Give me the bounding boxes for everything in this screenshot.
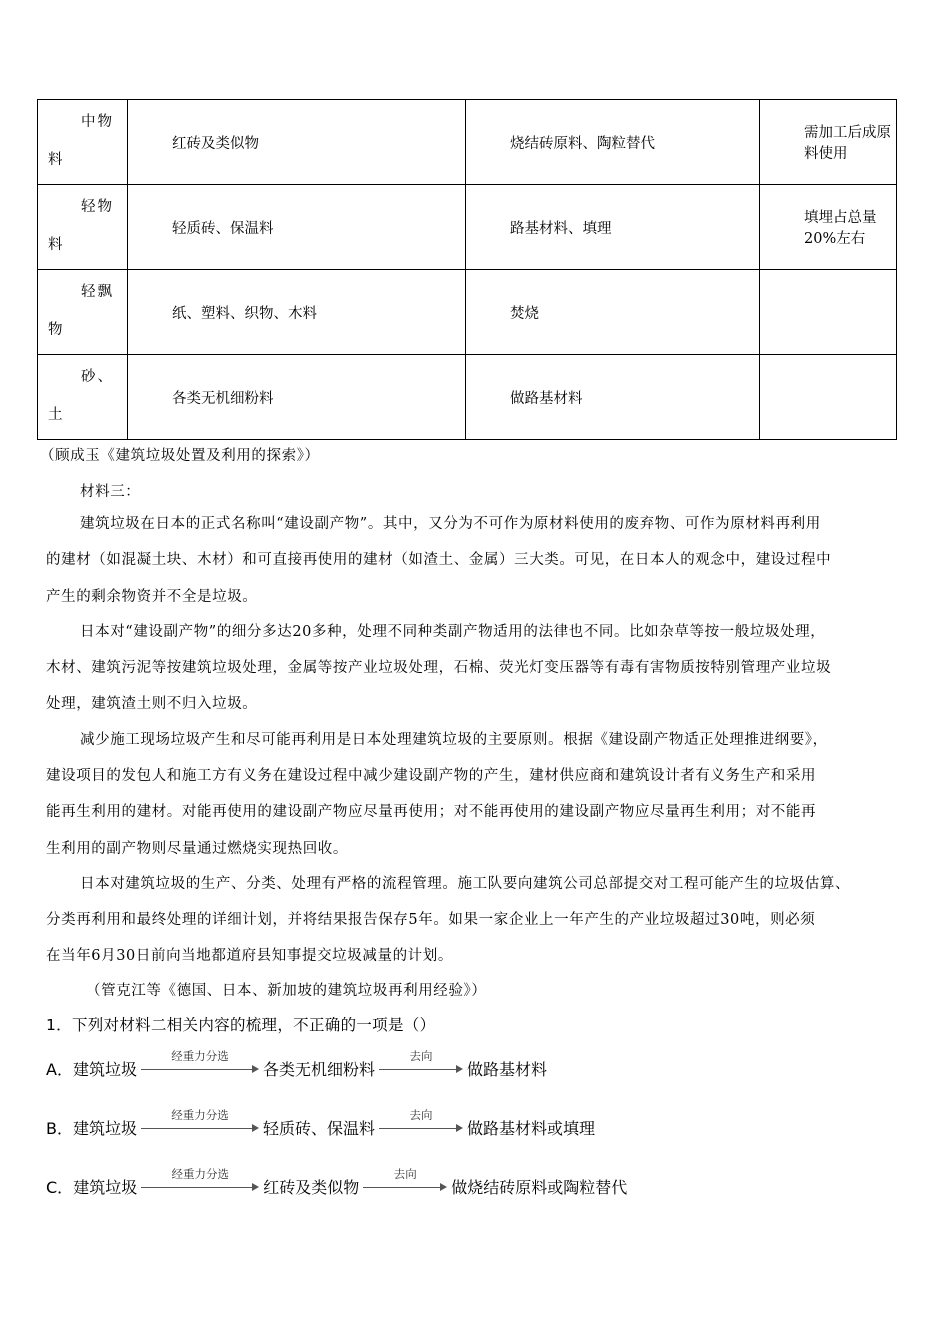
right-arrow-icon [363,1166,447,1194]
option-mid: 各类无机细粉料 [262,1060,375,1079]
table-source: （顾成玉《建筑垃圾处置及利用的探索》） [40,448,320,464]
category-label: 砂、 [81,369,114,385]
category-label-cont: 物 [48,322,63,338]
question-stem: 1．下列对材料二相关内容的梳理，不正确的一项是（） [46,1016,436,1034]
right-arrow-icon [141,1166,259,1194]
table-row [38,270,897,355]
composition-cell: 轻质砖、保温料 [128,185,466,270]
option-mid: 轻质砖、保温料 [263,1119,376,1138]
arrow-label: 经重力分选 [171,1048,229,1063]
use-cell: 焚烧 [466,270,760,355]
category-cell [38,185,128,270]
right-arrow-icon [379,1048,463,1076]
use-cell: 路基材料、填理 [466,185,760,270]
option-letter: B． [46,1119,73,1138]
category-label: 轻物 [81,199,114,215]
materials-table [37,99,897,440]
category-label-cont: 料 [48,152,63,168]
use-cell: 烧结砖原料、陶粒替代 [466,100,760,185]
material3-source: （管克江等《德国、日本、新加坡的建筑垃圾再利用经验》） [86,983,487,999]
table-row [38,355,897,440]
arrow-label: 去向 [393,1166,417,1181]
option-start: 建筑垃圾 [72,1060,137,1079]
option-start: 建筑垃圾 [72,1119,137,1138]
paragraph-line: 生利用的副产物则尽量通过燃烧实现热回收。 [46,841,348,857]
category-label-cont: 土 [48,407,63,423]
composition-cell: 纸、塑料、织物、木料 [128,270,466,355]
paragraph-line: 能再生利用的建材。对能再使用的建设副产物应尽量再使用；对不能再使用的建设副产物应尽量再生利用；对不能再 [46,804,817,820]
right-arrow-icon [141,1048,259,1076]
note-cell: 填埋占总量20%左右 [760,185,897,270]
note-cell [760,355,897,440]
paragraph-line: 建设项目的发包人和施工方有义务在建设过程中减少建设副产物的产生，建材供应商和建筑设计者有义务生产和采用 [46,768,817,784]
arrow-label: 去向 [409,1048,433,1063]
use-cell: 做路基材料 [466,355,760,440]
composition-cell: 红砖及类似物 [128,100,466,185]
note-cell [760,270,897,355]
paragraph-line: 日本对“建设副产物”的细分多达20多种，处理不同种类副产物适用的法律也不同。比如杂草等按一般垃圾处理， [80,624,826,640]
option-end: 做路基材料或填理 [467,1119,596,1138]
paragraph-line: 产生的剩余物资并不全是垃圾。 [46,589,258,605]
table-row [38,100,897,185]
option-end: 做烧结砖原料或陶粒替代 [451,1178,628,1197]
right-arrow-icon [379,1107,463,1135]
category-label-cont: 料 [48,237,63,253]
paragraph-line: 的建材（如混凝土块、木材）和可直接再使用的建材（如渣土、金属）三大类。可见，在日本人的观念中，建设过程中 [46,552,832,568]
option-a[interactable] [46,1048,547,1080]
category-cell [38,355,128,440]
category-label: 轻飘 [81,284,114,300]
paragraph-line: 在当年6月30日前向当地都道府县知事提交垃圾减量的计划。 [46,948,453,964]
right-arrow-icon [141,1107,259,1135]
paragraph-line: 减少施工现场垃圾产生和尽可能再利用是日本处理建筑垃圾的主要原则。根据《建设副产物适正处理推进纲要》， [80,732,828,748]
material3-heading: 材料三： [80,484,141,500]
option-c[interactable] [46,1166,628,1198]
option-b[interactable] [46,1107,596,1139]
composition-cell: 各类无机细粉料 [128,355,466,440]
paragraph-line: 处理，建筑渣土则不归入垃圾。 [46,696,258,712]
paragraph-line: 分类再利用和最终处理的详细计划，并将结果报告保存5年。如果一家企业上一年产生的产业垃圾超过30吨，则必须 [46,912,816,928]
arrow-label: 经重力分选 [171,1166,229,1181]
option-letter: C． [46,1178,74,1197]
paragraph-line: 建筑垃圾在日本的正式名称叫“建设副产物”。其中，又分为不可作为原材料使用的废弃物、可作为原材料再利用 [80,516,821,532]
arrow-label: 经重力分选 [171,1107,229,1122]
note-cell: 需加工后成原料使用 [760,100,897,185]
option-end: 做路基材料 [466,1060,547,1079]
option-start: 建筑垃圾 [73,1178,138,1197]
paragraph-line: 日本对建筑垃圾的生产、分类、处理有严格的流程管理。施工队要向建筑公司总部提交对工程可能产生的垃圾估算、 [80,876,851,892]
option-mid: 红砖及类似物 [263,1178,360,1197]
table-row [38,185,897,270]
category-cell [38,100,128,185]
arrow-label: 去向 [409,1107,433,1122]
paragraph-line: 木材、建筑污泥等按建筑垃圾处理，金属等按产业垃圾处理，石棉、荧光灯变压器等有毒有害物质按特别管理产业垃圾 [46,660,832,676]
option-letter: A． [46,1060,73,1079]
category-cell [38,270,128,355]
category-label: 中物 [81,114,114,130]
